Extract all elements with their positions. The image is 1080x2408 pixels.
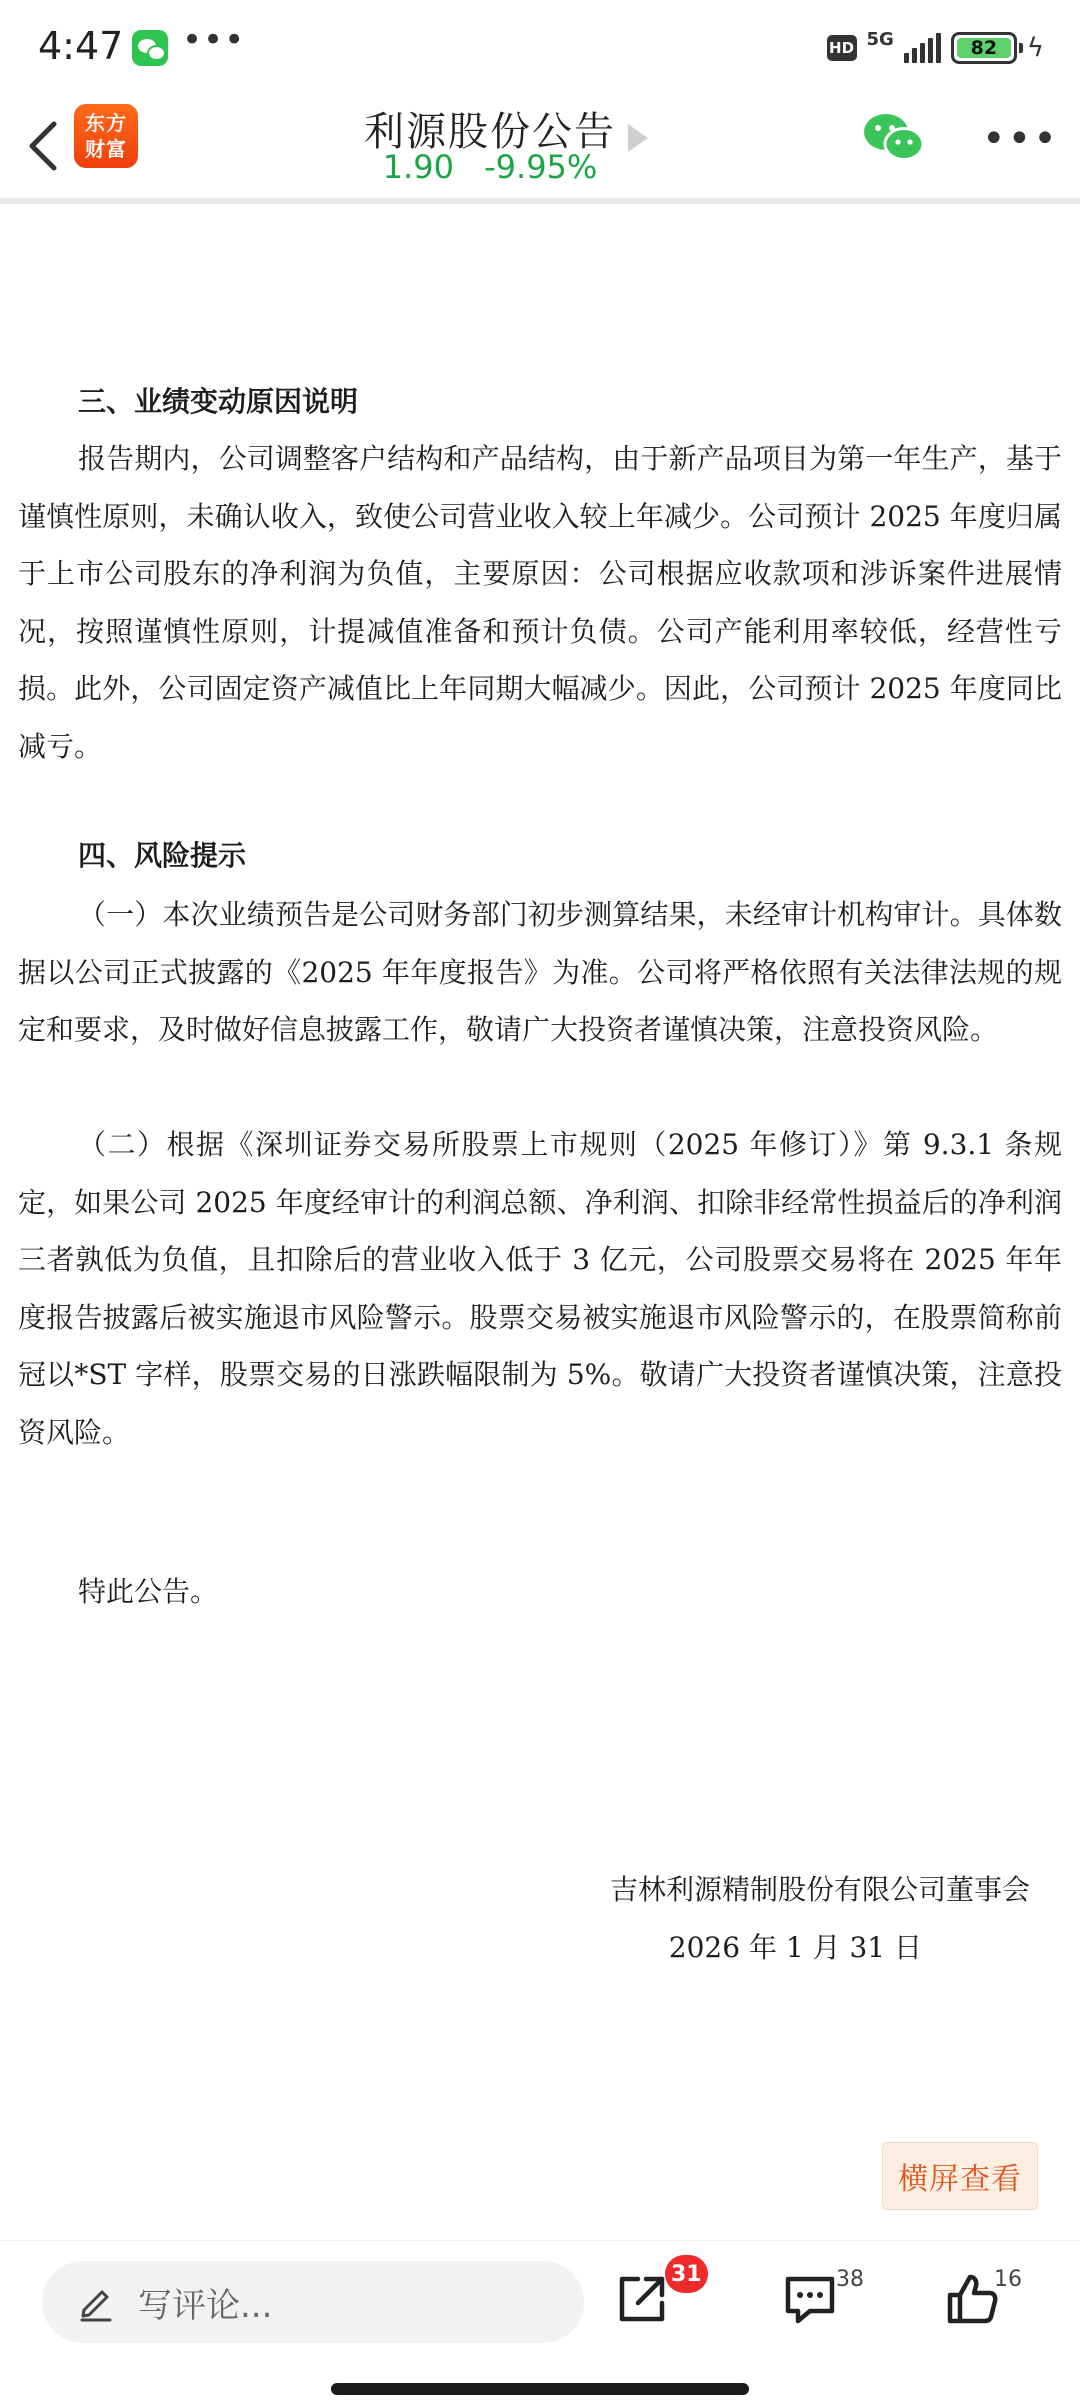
hd-badge: HD — [827, 35, 857, 61]
status-indicators — [827, 28, 1044, 68]
nav-bar — [0, 100, 1080, 200]
status-bar — [0, 0, 1080, 100]
comment-count: 38 — [836, 2267, 864, 2292]
comment-icon — [780, 2269, 840, 2329]
risk-item-2: （二）根据《深圳证券交易所股票上市规则（2025 年修订）》第 9.3.1 条规定，如果公司 2025 年度经审计的利润总额、净利润、扣除非经常性损益后的净利润三者孰低为负值，且扣除后的营业收入低于 3 亿元，公司股票交易将在 2025 年年度报告披露后被实施退市风险警示。股票交易被实施退市风险警示的，在股票简称前冠以*ST 字样，股票交易的日涨跌幅限制为 5%。敬请广大投资者谨慎决策，注意投资风险。 — [18, 1128, 1062, 1449]
logo-line1: 东方 — [85, 111, 127, 135]
network-type: 5G — [866, 29, 894, 50]
battery-icon — [951, 32, 1017, 64]
landscape-view-button[interactable]: 横屏查看 — [882, 2142, 1038, 2210]
section3-paragraph: 报告期内，公司调整客户结构和产品结构，由于新产品项目为第一年生产，基于谨慎性原则，未确认收入，致使公司营业收入较上年减少。公司预计 2025 年度归属于上市公司股东的净利润为负值，主要原因：公司根据应收款项和涉诉案件进展情况，按照谨慎性原则，计提减值准备和预计负债。公司产能利用率较低，经营性亏损。此外，公司固定资产减值比上年同期大幅减少。因此，公司预计 2025 年度同比减亏。 — [18, 442, 1062, 763]
signal-icon — [904, 33, 941, 63]
back-icon[interactable] — [22, 110, 62, 180]
nav-divider — [0, 198, 1080, 204]
wechat-notification-icon — [132, 30, 168, 66]
company-signature: 吉林利源精制股份有限公司董事会 — [609, 1873, 1030, 1906]
battery-level: 82 — [957, 38, 1011, 58]
more-icon[interactable]: ••• — [982, 116, 1059, 162]
like-button[interactable] — [942, 2269, 1002, 2329]
section3-heading: 三、业绩变动原因说明 — [78, 385, 359, 418]
comment-input[interactable] — [42, 2261, 584, 2343]
play-icon[interactable] — [628, 124, 648, 152]
app-logo — [74, 104, 138, 168]
stock-change: -9.95% — [484, 148, 598, 186]
share-count-badge: 31 — [665, 2255, 708, 2293]
notification-more-icon: ••• — [182, 20, 246, 60]
charging-icon: ϟ — [1026, 33, 1044, 63]
logo-line2: 财富 — [85, 137, 127, 161]
home-indicator[interactable] — [331, 2383, 749, 2395]
share-icon — [612, 2269, 672, 2329]
like-icon — [942, 2269, 1002, 2329]
status-time: 4:47 — [38, 24, 124, 68]
like-count: 16 — [994, 2267, 1022, 2292]
comments-button[interactable] — [780, 2269, 840, 2329]
stock-price: 1.90 — [382, 148, 454, 186]
announcement-date: 2026 年 1 月 31 日 — [668, 1931, 922, 1964]
wechat-share-icon[interactable] — [862, 112, 926, 164]
share-button[interactable] — [612, 2269, 672, 2329]
risk-item-1: （一）本次业绩预告是公司财务部门初步测算结果，未经审计机构审计。具体数据以公司正式披露的《2025 年年度报告》为准。公司将严格依照有关法律法规的规定和要求，及时做好信息披露工作，敬请广大投资者谨慎决策，注意投资风险。 — [18, 898, 1062, 1046]
signoff: 特此公告。 — [78, 1575, 219, 1608]
comment-placeholder: 写评论... — [138, 2285, 273, 2326]
page-title: 利源股份公告 — [364, 109, 616, 155]
bottom-action-bar — [0, 2240, 1080, 2408]
stock-quote[interactable] — [300, 148, 680, 186]
section4-heading: 四、风险提示 — [78, 839, 247, 872]
edit-icon — [76, 2282, 116, 2322]
